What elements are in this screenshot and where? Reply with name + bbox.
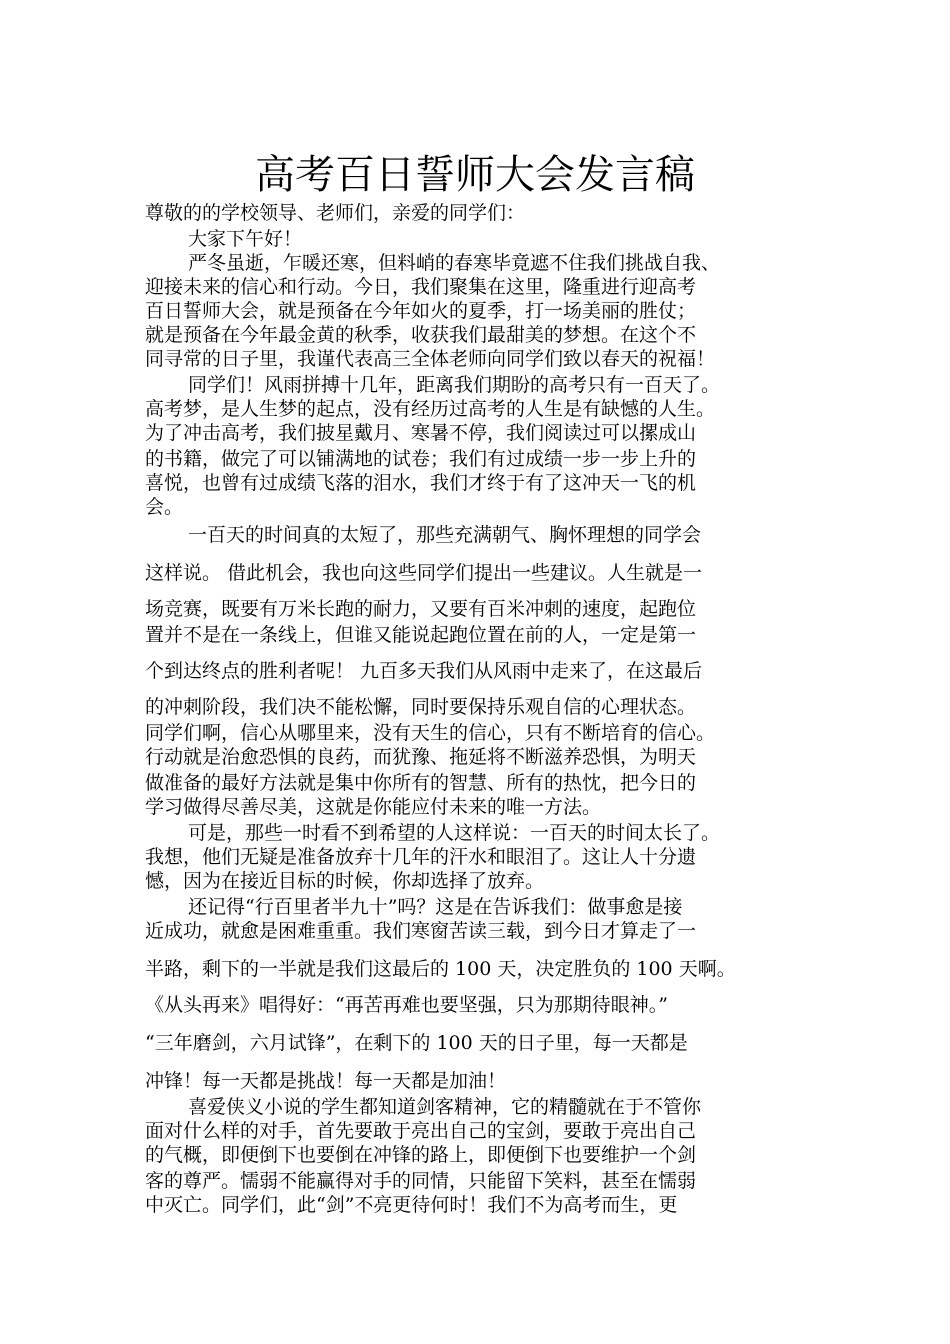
text-line: 同寻常的日子里，我谨代表高三全体老师向同学们致以春天的祝福！ <box>145 348 716 370</box>
text-line: 尊敬的的学校领导、老师们，亲爱的同学们： <box>145 202 526 224</box>
text-line: “三年磨剑，六月试锋”，在剩下的 100 天的日子里，每一天都是 <box>145 1032 688 1054</box>
text-line: 的冲刺阶段，我们决不能松懈，同时要保持乐观自信的心理状态。 <box>145 696 697 718</box>
text-line: 面对什么样的对手，首先要敢于亮出自己的宝剑，要敢于亮出自己 <box>145 1120 697 1142</box>
text-line: 还记得“行百里者半九十”吗？这是在告诉我们：做事愈是接 <box>188 896 683 918</box>
text-line: 中灭亡。同学们，此“剑”不亮更待何时！我们不为高考而生，更 <box>145 1194 678 1216</box>
text-line: 会。 <box>145 496 184 518</box>
text-line: 做准备的最好方法就是集中你所有的智慧、所有的热忱，把今日的 <box>145 772 697 794</box>
text-line: 客的尊严。懦弱不能赢得对手的同情，只能留下笑料，甚至在懦弱 <box>145 1170 697 1192</box>
text-line: 大家下午好！ <box>188 228 303 250</box>
text-line: 就是预备在今年最金黄的秋季，收获我们最甜美的梦想。在这个不 <box>145 324 697 346</box>
text-line: 的气概，即便倒下也要倒在冲锋的路上，即便倒下也要维护一个剑 <box>145 1144 697 1166</box>
text-line: 严冬虽逝，乍暖还寒，但料峭的春寒毕竟遮不住我们挑战自我、 <box>188 252 721 274</box>
text-line: 高考梦，是人生梦的起点，没有经历过高考的人生是有缺憾的人生。 <box>145 398 716 420</box>
text-line: 喜悦，也曾有过成绩飞落的泪水，我们才终于有了这冲天一飞的机 <box>145 472 697 494</box>
text-line: 半路，剩下的一半就是我们这最后的 100 天，决定胜负的 100 天啊。 <box>145 958 736 980</box>
text-line: 同学们！风雨拼搏十几年，距离我们期盼的高考只有一百天了。 <box>188 374 721 396</box>
text-line: 近成功，就愈是困难重重。我们寒窗苦读三载，到今日才算走了一 <box>145 920 697 942</box>
text-line: 同学们啊，信心从哪里来，没有天生的信心，只有不断培育的信心。 <box>145 722 716 744</box>
text-line: 喜爱侠义小说的学生都知道剑客精神，它的精髓就在于不管你 <box>188 1096 702 1118</box>
text-line: 一百天的时间真的太短了，那些充满朝气、胸怀理想的同学会 <box>188 524 702 546</box>
text-line: 我想，他们无疑是准备放弃十几年的汗水和眼泪了。这让人十分遗 <box>145 846 697 868</box>
text-line: 学习做得尽善尽美，这就是你能应付未来的唯一方法。 <box>145 796 602 818</box>
text-line: 这样说。 借此机会，我也向这些同学们提出一些建议。人生就是一 <box>145 562 703 584</box>
text-line: 行动就是治愈恐惧的良药，而犹豫、拖延将不断滋养恐惧，为明天 <box>145 746 697 768</box>
text-line: 憾，因为在接近目标的时候，你却选择了放弃。 <box>145 870 545 892</box>
document-title: 高考百日誓师大会发言稿 <box>255 152 695 198</box>
text-line: 《从头再来》唱得好：“再苦再难也要坚强，只为那期待眼神。” <box>145 994 668 1016</box>
text-line: 冲锋！每一天都是挑战！每一天都是加油！ <box>145 1070 507 1092</box>
text-line: 百日誓师大会，就是预备在今年如火的夏季，打一场美丽的胜仗； <box>145 300 697 322</box>
text-line: 可是，那些一时看不到希望的人这样说：一百天的时间太长了。 <box>188 822 721 844</box>
text-line: 个到达终点的胜利者呢！ 九百多天我们从风雨中走来了，在这最后 <box>145 660 703 682</box>
text-line: 场竞赛，既要有万米长跑的耐力，又要有百米冲刺的速度，起跑位 <box>145 598 697 620</box>
text-line: 为了冲击高考，我们披星戴月、寒暑不停，我们阅读过可以摞成山 <box>145 422 697 444</box>
text-line: 置并不是在一条线上，但谁又能说起跑位置在前的人，一定是第一 <box>145 624 697 646</box>
text-line: 的书籍，做完了可以铺满地的试卷；我们有过成绩一步一步上升的 <box>145 448 697 470</box>
text-line: 迎接未来的信心和行动。今日，我们聚集在这里，隆重进行迎高考 <box>145 276 697 298</box>
